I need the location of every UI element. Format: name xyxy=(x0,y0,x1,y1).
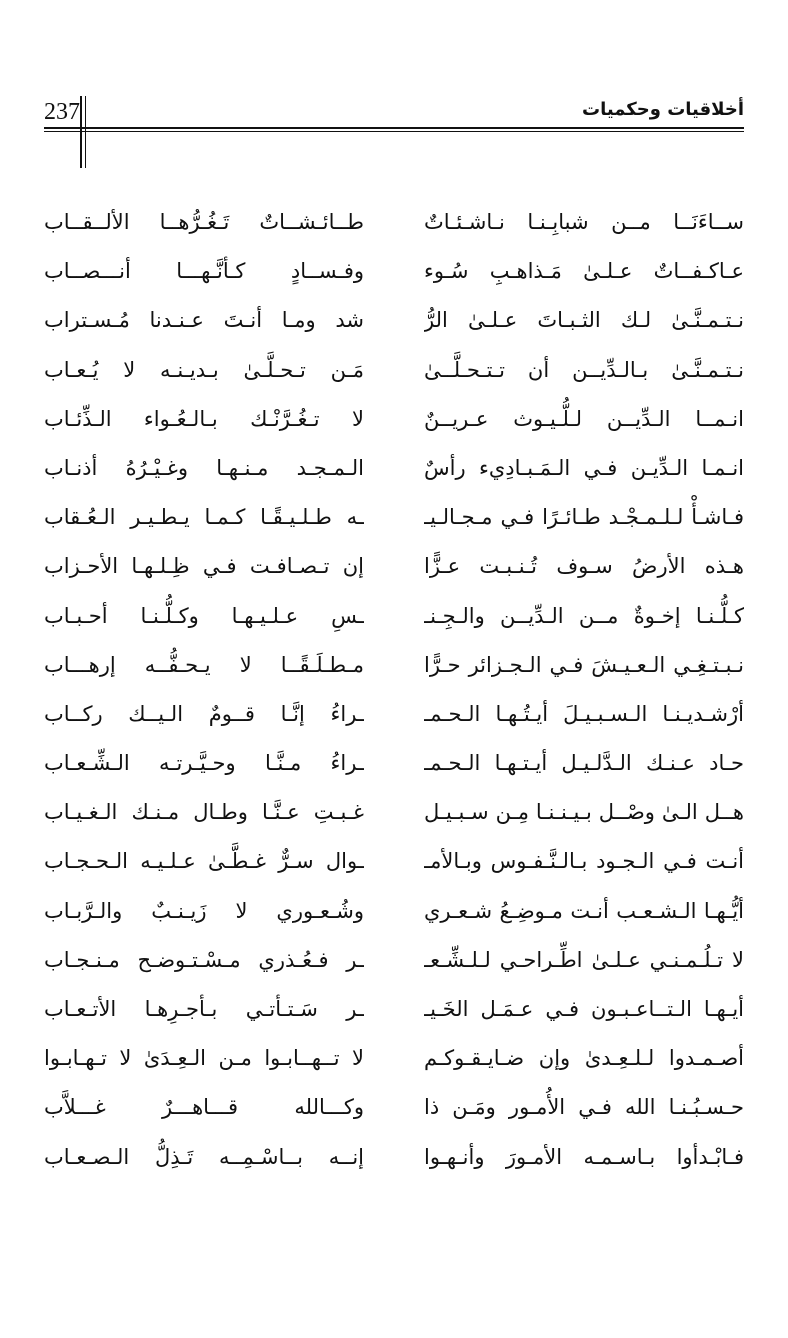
verse-line xyxy=(44,594,744,643)
verse-first-hemistich: حـاد عـنـك الـدَّلـيـل أيـتـهـا الـحـمـ xyxy=(424,751,744,776)
verse-second-hemistich: لا تـغُـرَّنْـك بـالـعُـواء الـذِّئـاب xyxy=(44,406,364,431)
verse-first-hemistich: انـمــا الـدِّيــن لـلُّـيـوث عـريــنٌ xyxy=(424,406,744,431)
verse-line xyxy=(44,643,744,692)
verse-first-hemistich: لا تـلُـمـنـي عـلـىٰ اطِّـراحـي لـلـشِّـعـ xyxy=(424,947,744,972)
verse-first-hemistich: نـتـمـنَّـىٰ بـالـدِّيــن أن تـتـحـلَّــىٰ xyxy=(424,357,744,382)
verse-first-hemistich: أصـمـدوا لـلـعِـدىٰ وإن ضـايـقـوكـم xyxy=(424,1046,744,1071)
header-vertical-rule-thin xyxy=(85,96,86,168)
verse-second-hemistich: إنــه بــاسْـمِــه تَـذِلُّ الـصـعـاب xyxy=(44,1144,364,1169)
verse-second-hemistich: ـراءُ مـنَّـا وحـيَّـرتـه الـشِّـعـاب xyxy=(44,751,364,776)
verse-first-hemistich: هــل الـىٰ وصْــل بـيـنـنـا مِـن سـبـيـل xyxy=(424,800,744,825)
verse-second-hemistich: الـمـجـد مـنـهـا وغـيْـرُهُ أذنـاب xyxy=(44,455,364,480)
verse-second-hemistich: مـطـلَـقًــا لا يـحـفُّــه إرهـــاب xyxy=(44,652,364,677)
verse-line xyxy=(44,889,744,938)
verse-second-hemistich: شد ومـا أنـتَ عـنـدنا مُـسـتراب xyxy=(44,308,364,333)
verse-line xyxy=(44,544,744,593)
verse-first-hemistich: أرْشـديـنـا الـسـبـيـلَ أيـتُـهـا الـحـمـ xyxy=(424,701,744,726)
verse-second-hemistich: طــائـشــاتٌ تَـغُـرُّهــا الألــقــاب xyxy=(44,210,364,234)
header-vertical-rule xyxy=(80,96,82,168)
verse-line xyxy=(44,249,744,298)
verse-second-hemistich: غـبـتِ عـنَّـا وطـال مـنـك الـغـيـاب xyxy=(44,800,364,825)
verse-first-hemistich: نـتـمـنَّـىٰ لـك الثـبـاتَ عـلـىٰ الرُّ xyxy=(424,308,744,333)
verse-line xyxy=(44,348,744,397)
header-rule xyxy=(44,127,744,129)
verse-first-hemistich: حـسـبُـنـا الله فـي الأُمـور ومَـن ذا xyxy=(424,1095,744,1120)
verse-first-hemistich: أيُّـهـا الـشـعـب أنـت مـوضِـعُ شـعـري xyxy=(424,898,744,923)
verse-second-hemistich: وشُـعـوري لا زَيـنـبٌ والـرَّبـاب xyxy=(44,898,364,923)
verse-second-hemistich: ـسِ عـلـيـهـا وكـلُّـنـا أحـبـاب xyxy=(44,603,364,628)
verse-second-hemistich: وكـــالله قـــاهـــرٌ غـــلاَّب xyxy=(44,1095,364,1120)
verse-line xyxy=(44,741,744,790)
verse-line xyxy=(44,692,744,741)
page-number: 237 xyxy=(44,99,80,125)
header-rule-thin xyxy=(44,131,744,132)
verse-first-hemistich: أنـت فـي الـجـود بـالـنَّـفـوس وبـالأمـ xyxy=(424,849,744,874)
verse-line xyxy=(44,1036,744,1085)
verse-first-hemistich: عـاكـفــاتٌ عـلـىٰ مَـذاهـبِ سُـوء xyxy=(424,259,744,284)
verse-line xyxy=(44,200,744,249)
verse-first-hemistich: أيـهـا الـتــاعـبـون فـي عـمَـل الخَـيـ xyxy=(424,997,744,1021)
verse-second-hemistich: وفـســادٍ كـأنَّـهـــا أنـــصــاب xyxy=(44,259,364,284)
verse-first-hemistich: هـذه الأرضُ سـوف تُـنـبـت عـزًّا xyxy=(424,554,744,579)
verse-second-hemistich: لا تــهــابـوا مـن الـعِـدَىٰ لا تـهـابـوا xyxy=(44,1046,364,1071)
verse-line xyxy=(44,397,744,446)
verse-first-hemistich: فـابْـدأوا بـاسـمـه الأمـورَ وأنـهـوا xyxy=(424,1144,744,1169)
verse-line xyxy=(44,938,744,987)
verse-line xyxy=(44,839,744,888)
verse-first-hemistich: كـلُّـنـا إخـوةٌ مــن الـدِّيــن والـجِـنـ xyxy=(424,603,744,628)
verse-first-hemistich: ســاءَنَــا مــن شبابِـنـا نـاشـئـاتٌ xyxy=(424,210,744,234)
verse-second-hemistich: إن تـصـافـت فـي ظِـلـهـا الأحـزاب xyxy=(44,554,364,579)
verse-line xyxy=(44,1085,744,1134)
running-head: أخلاقيات وحكميات xyxy=(582,99,744,120)
verse-first-hemistich: نـبـتـغِـي الـعـيـشَ فـي الـجـزائر حـرًّا xyxy=(424,652,744,677)
verse-second-hemistich: ـر سَـتـأتـي بـأجـرِهـا الأتـعـاب xyxy=(44,997,364,1021)
verse-line xyxy=(44,987,744,1036)
verse-first-hemistich: فـاشـأْ لـلـمـجْـد طـائـرًا فـي مـجـالـيـ xyxy=(424,505,744,530)
verse-second-hemistich: مَـن تـحـلَّـىٰ بـديـنـه لا يُـعـاب xyxy=(44,357,364,382)
verse-first-hemistich: انـمـا الـدِّيـن فـي الـمَـبـادِيء رأسٌ xyxy=(424,455,744,480)
verse-line xyxy=(44,298,744,347)
poem xyxy=(44,200,744,1184)
verse-second-hemistich: ـوال سـرٌّ غـطَّـىٰ عـلـيـه الـحـجـاب xyxy=(44,849,364,874)
verse-second-hemistich: ـر فـعُـذري مـسْـتـوضـح مـنـجـاب xyxy=(44,947,364,972)
verse-line xyxy=(44,495,744,544)
verse-second-hemistich: ـه طـلـيـقًـا كـمـا يـطـيـر الـعُـقاب xyxy=(44,505,364,530)
verse-second-hemistich: ـراءُ إنَّـا قــومٌ الـيــك ركــاب xyxy=(44,701,364,726)
verse-line xyxy=(44,1135,744,1184)
verse-line xyxy=(44,790,744,839)
verse-line xyxy=(44,446,744,495)
